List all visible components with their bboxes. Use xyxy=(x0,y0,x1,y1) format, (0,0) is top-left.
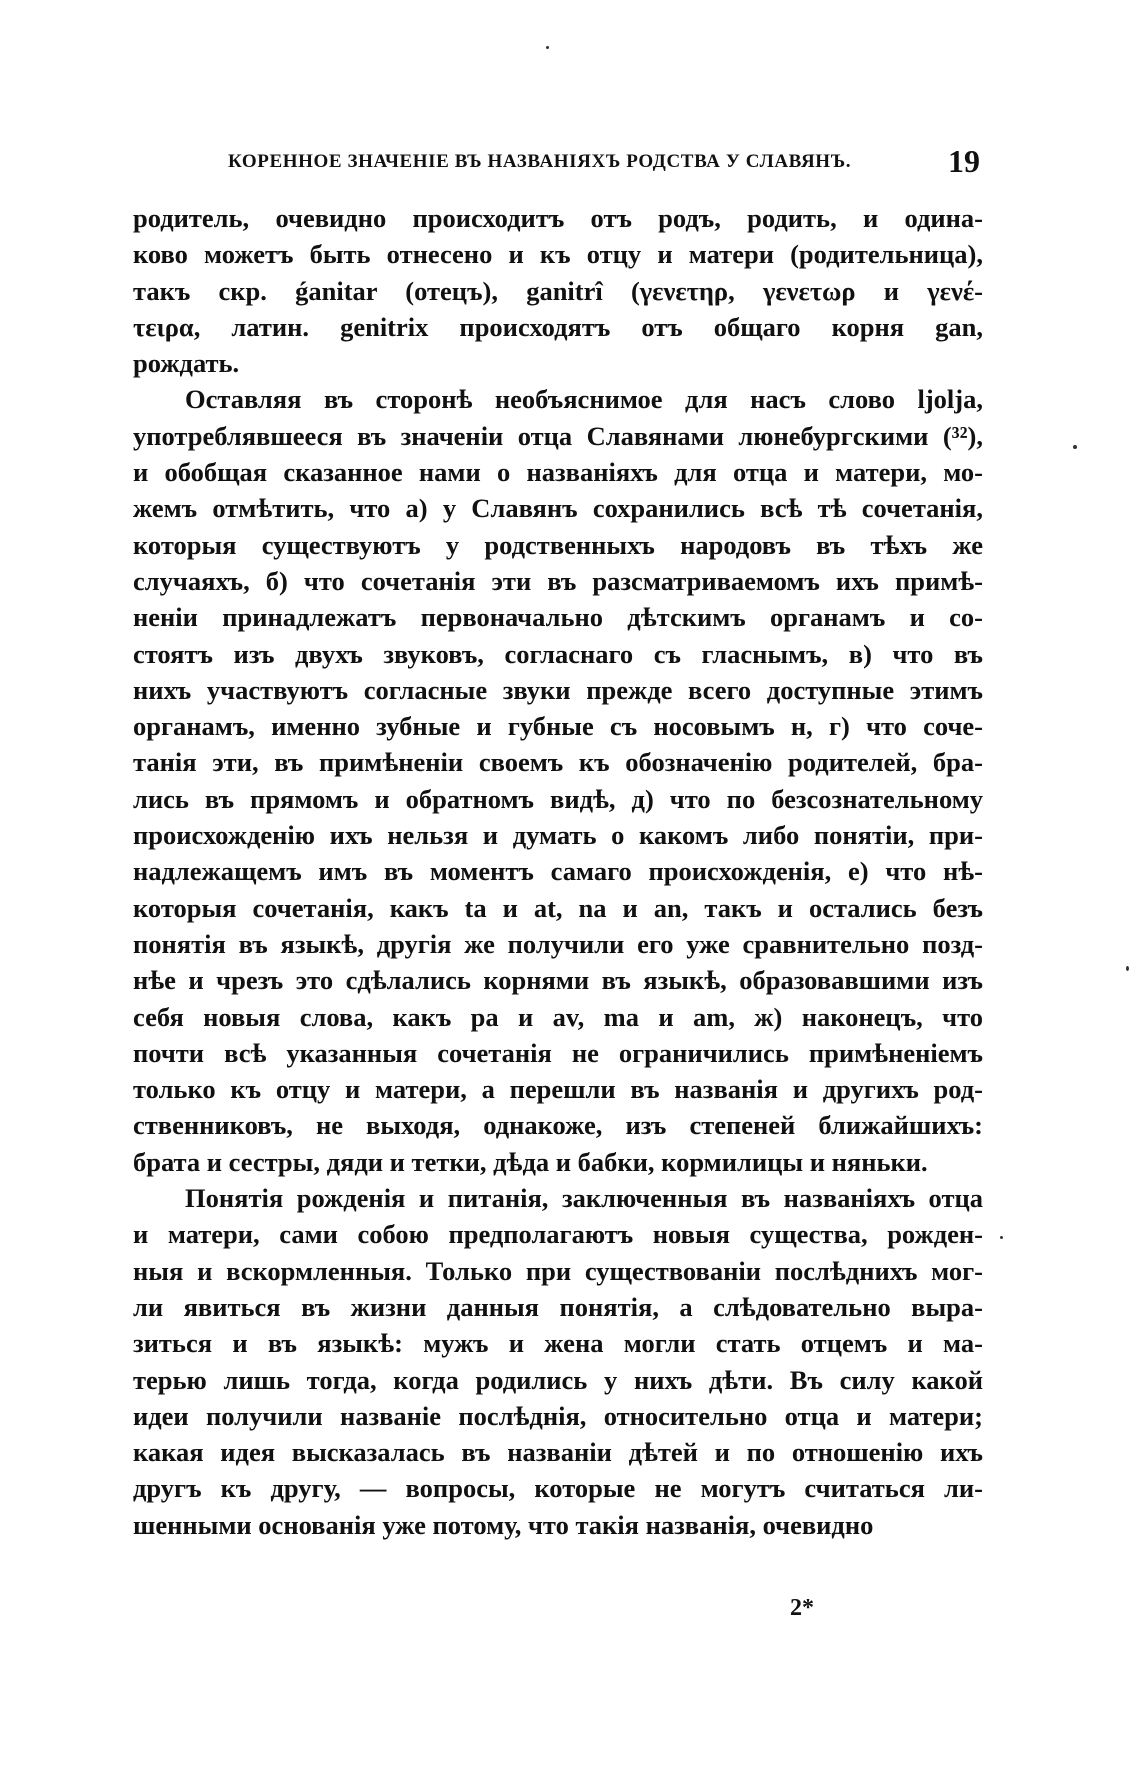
running-title: КОРЕННОЕ ЗНАЧЕНІЕ ВЪ НАЗВАНІЯХЪ РОДСТВА У СЛАВЯНЪ. xyxy=(228,151,852,172)
text-line: только къ отцу и матери, а перешли въ названія и другихъ род- xyxy=(133,1074,983,1105)
text-line: зиться и въ языкѣ: мужъ и жена могли стать отцемъ и ма- xyxy=(133,1328,983,1359)
text-line: нихъ участвуютъ согласные звуки прежде всего доступные этимъ xyxy=(133,674,983,705)
text-line: лись въ прямомъ и обратномъ видѣ, д) что по безсознательному xyxy=(133,783,983,814)
paragraph xyxy=(133,381,983,1180)
scan-speck xyxy=(1126,966,1129,971)
text-line: употреблявшееся въ значеніи отца Славянами люнебургскими (³²), xyxy=(133,420,983,451)
text-line: другъ къ другу, — вопросы, которые не могутъ считаться ли- xyxy=(133,1473,983,1504)
running-head xyxy=(228,143,988,183)
signature-mark: 2* xyxy=(790,1595,814,1621)
text-line: себя новыя слова, какъ pa и av, ma и am, ж) наконецъ, что xyxy=(133,1001,983,1032)
text-line: шенными основанія уже потому, что такія названія, очевидно xyxy=(133,1509,874,1540)
text-line: какая идея высказалась въ названіи дѣтей и по отношенію ихъ xyxy=(133,1437,983,1468)
text-line: органамъ, именно зубные и губные съ носовымъ н, г) что соче- xyxy=(133,711,983,742)
text-line: ково можетъ быть отнесено и къ отцу и матери (родительница), xyxy=(133,239,983,270)
text-line: брата и сестры, дяди и тетки, дѣда и бабки, кормилицы и няньки. xyxy=(133,1146,928,1177)
text-line: которыя существуютъ у родственныхъ народовъ въ тѣхъ же xyxy=(133,529,983,560)
text-line: ныя и вскормленныя. Только при существованіи послѣднихъ мог- xyxy=(133,1255,983,1286)
text-line: понятія въ языкѣ, другія же получили его уже сравнительно позд- xyxy=(133,928,983,959)
text-line: Оставляя въ сторонѣ необъяснимое для насъ слово ljolja, xyxy=(185,384,983,415)
paragraph xyxy=(133,1180,983,1543)
text-line: родитель, очевидно происходитъ отъ родъ, родить, и одина- xyxy=(133,203,983,233)
text-line: τειρα, латин. genitrix происходятъ отъ общаго корня gan, xyxy=(133,311,983,342)
text-line: стоятъ изъ двухъ звуковъ, согласнаго съ гласнымъ, в) что въ xyxy=(133,638,983,669)
text-line: Понятія рожденія и питанія, заключенныя въ названіяхъ отца xyxy=(185,1183,983,1214)
scan-speck xyxy=(1073,445,1077,449)
text-line: почти всѣ указанныя сочетанія не ограничились примѣненіемъ xyxy=(133,1037,983,1068)
text-line: происхожденію ихъ нельзя и думать о какомъ либо понятіи, при- xyxy=(133,820,983,851)
text-line: случаяхъ, б) что сочетанія эти въ разсматриваемомъ ихъ примѣ- xyxy=(133,565,983,596)
scan-speck xyxy=(546,46,549,49)
text-line: рождать. xyxy=(133,348,240,379)
paragraph xyxy=(133,200,983,381)
body-text xyxy=(133,200,983,1543)
page-number: 19 xyxy=(948,143,980,179)
text-line: жемъ отмѣтить, что а) у Славянъ сохранились всѣ тѣ сочетанія, xyxy=(133,493,983,524)
text-line: ли явиться въ жизни данныя понятія, а слѣдовательно выра- xyxy=(133,1291,983,1322)
text-line: такъ скр. ǵanitar (отецъ), ganitrî (γενετηρ, γενετωρ и γενέ- xyxy=(133,275,983,306)
text-line: терью лишь тогда, когда родились у нихъ дѣти. Въ силу какой xyxy=(133,1364,983,1395)
text-line: и обобщая сказанное нами о названіяхъ для отца и матери, мо- xyxy=(133,457,983,488)
text-line: ственниковъ, не выходя, однакоже, изъ степеней ближайшихъ: xyxy=(133,1110,983,1141)
text-line: нѣе и чрезъ это сдѣлались корнями въ языкѣ, образовавшими изъ xyxy=(133,965,983,996)
text-line: которыя сочетанія, какъ ta и at, na и an, такъ и остались безъ xyxy=(133,892,983,923)
text-line: идеи получили названіе послѣднія, относительно отца и матери; xyxy=(133,1400,983,1431)
text-line: и матери, сами собою предполагаютъ новыя существа, рожден- xyxy=(133,1219,983,1250)
text-line: неніи принадлежатъ первоначально дѣтскимъ органамъ и со- xyxy=(133,602,983,633)
text-line: танія эти, въ примѣненіи своемъ къ обозначенію родителей, бра- xyxy=(133,747,983,778)
scan-speck xyxy=(1000,1236,1003,1239)
text-line: надлежащемъ имъ въ моментъ самаго происхожденія, е) что нѣ- xyxy=(133,856,983,887)
